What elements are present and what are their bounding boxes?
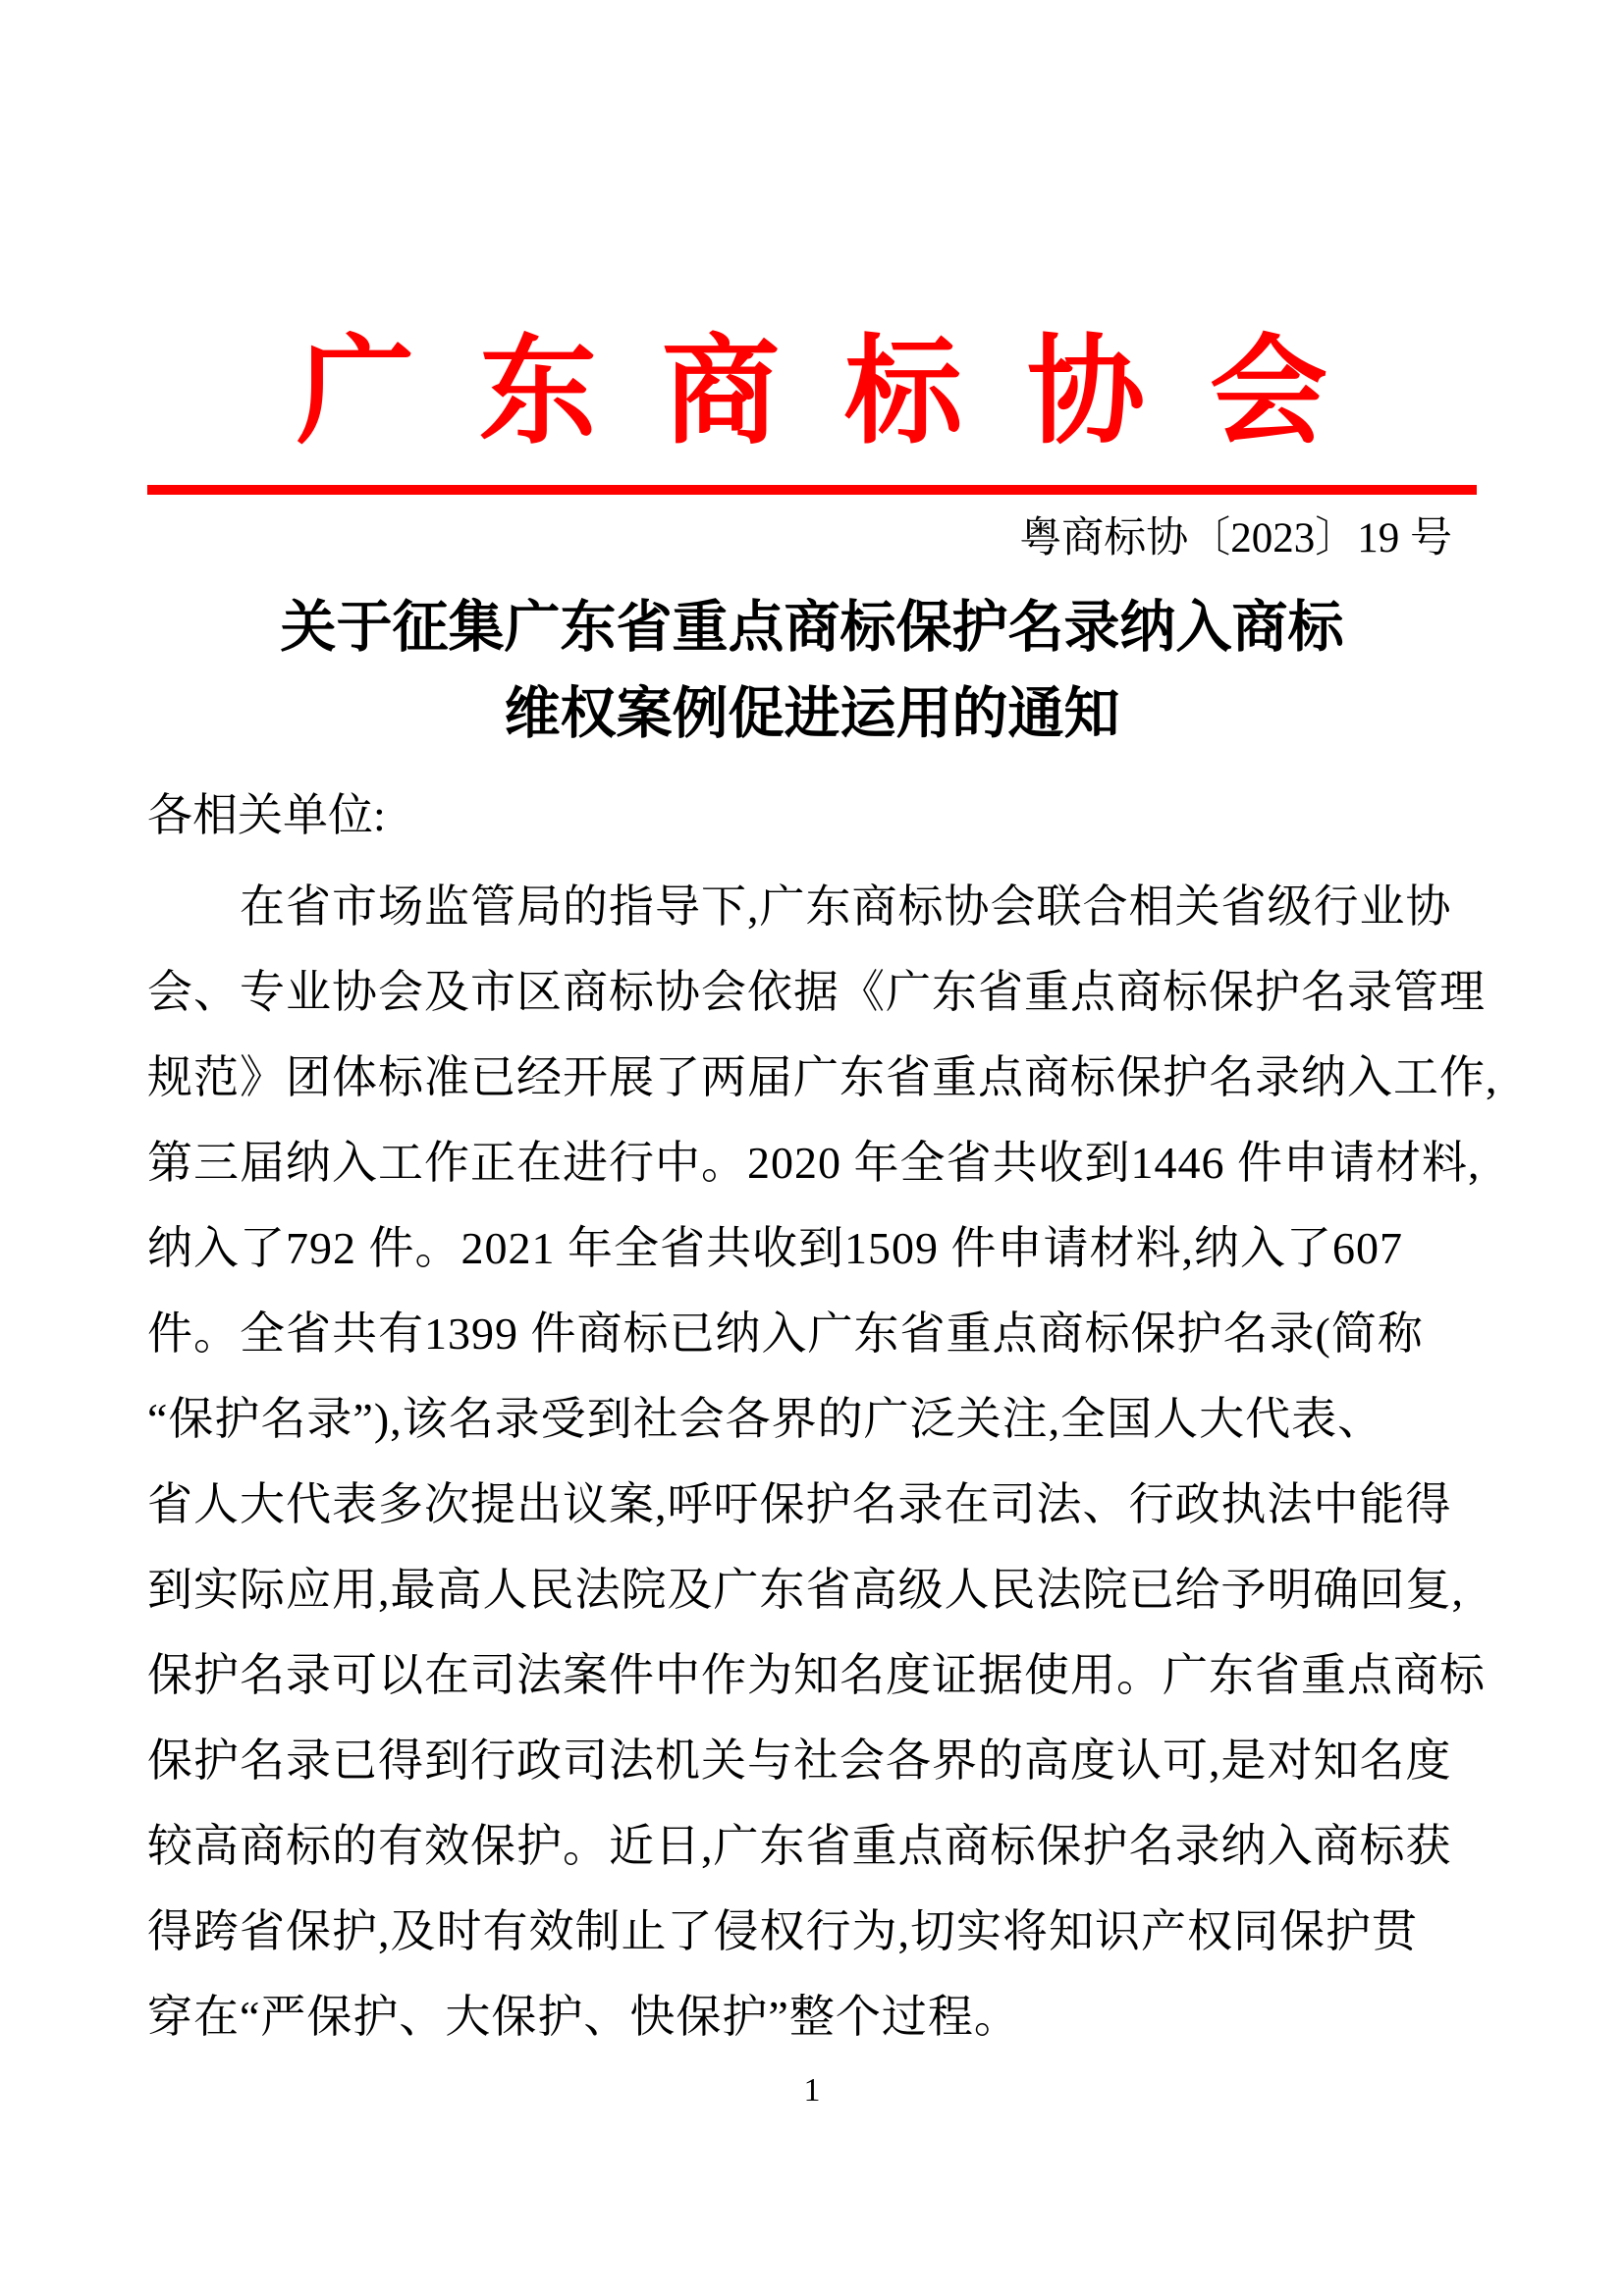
body-line: 纳入了792 件。2021 年全省共收到1509 件申请材料,纳入了607 bbox=[147, 1223, 1403, 1273]
body-line: 到实际应用,最高人民法院及广东省高级人民法院已给予明确回复, bbox=[147, 1565, 1464, 1615]
org-title: 广东商标协会 bbox=[297, 327, 1392, 457]
document-title-line-2: 维权案例促进运用的通知 bbox=[504, 683, 1120, 745]
page-number: 1 bbox=[803, 2072, 821, 2109]
salutation: 各相关单位: bbox=[147, 790, 386, 840]
body-line: 穿在“严保护、大保护、快保护”整个过程。 bbox=[147, 1992, 1020, 2042]
body-line: 第三届纳入工作正在进行中。2020 年全省共收到1446 件申请材料, bbox=[147, 1138, 1481, 1188]
document-title bbox=[0, 585, 1624, 758]
body-line: 保护名录已得到行政司法机关与社会各界的高度认可,是对知名度 bbox=[147, 1735, 1452, 1786]
red-divider-line bbox=[147, 485, 1477, 495]
document-number: 粤商标协〔2023〕19 号 bbox=[1019, 515, 1452, 561]
body-line: 保护名录可以在司法案件中作为知名度证据使用。广东省重点商标 bbox=[147, 1650, 1486, 1700]
body-line: 得跨省保护,及时有效制止了侵权行为,切实将知识产权同保护贯 bbox=[147, 1906, 1418, 1956]
body-line: 在省市场监管局的指导下,广东商标协会联合相关省级行业协 bbox=[240, 881, 1452, 932]
body-line: 较高商标的有效保护。近日,广东省重点商标保护名录纳入商标获 bbox=[147, 1821, 1452, 1871]
body-line: 规范》团体标准已经开展了两届广东省重点商标保护名录纳入工作, bbox=[147, 1052, 1498, 1102]
document-title-line-1: 关于征集广东省重点商标保护名录纳入商标 bbox=[280, 597, 1344, 659]
body-line: “保护名录”),该名录受到社会各界的广泛关注,全国人大代表、 bbox=[147, 1394, 1384, 1444]
body-line: 会、专业协会及市区商标协会依据《广东省重点商标保护名录管理 bbox=[147, 967, 1486, 1017]
body-line: 件。全省共有1399 件商标已纳入广东省重点商标保护名录(简称 bbox=[147, 1308, 1424, 1359]
body-paragraph bbox=[147, 864, 1498, 2059]
body-line: 省人大代表多次提出议案,呼吁保护名录在司法、行政执法中能得 bbox=[147, 1479, 1452, 1529]
